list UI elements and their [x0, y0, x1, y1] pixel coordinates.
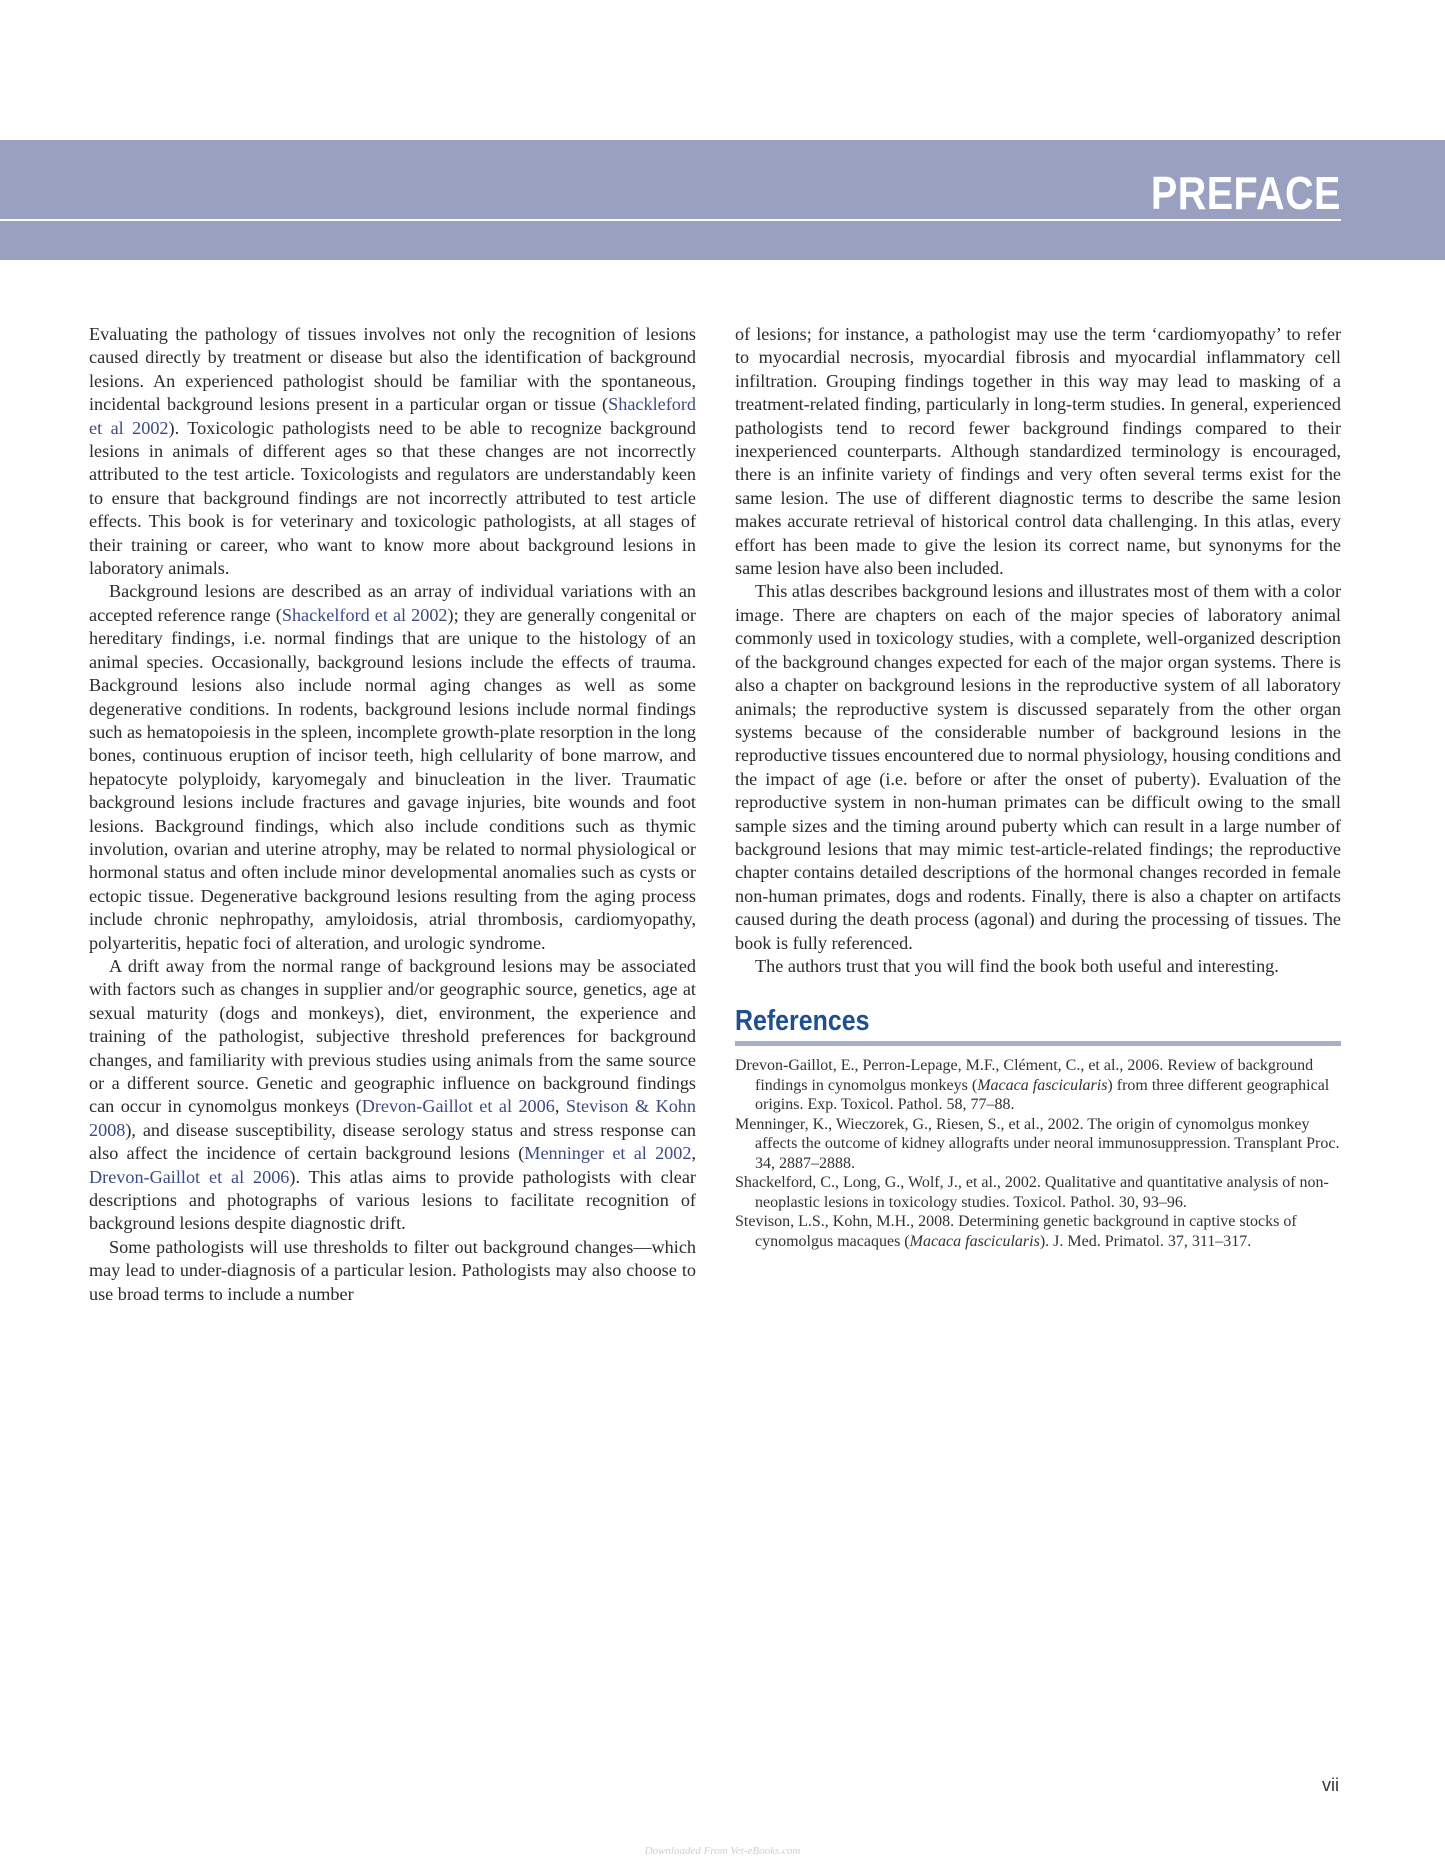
banner-rule — [0, 219, 1341, 221]
text-run: Some pathologists will use thresholds to filter out background changes—which may lead to under-diagnosis of a particular lesion. Pathologists may also choose to use broad terms to include a number — [89, 1236, 696, 1304]
reference-item — [735, 1115, 1341, 1174]
text-run: The authors trust that you will find the book both useful and interesting. — [755, 955, 1279, 976]
left-column — [89, 323, 696, 1306]
reference-item — [735, 1173, 1341, 1212]
paragraph — [89, 955, 696, 1236]
paragraph — [89, 1236, 696, 1306]
header-banner — [0, 140, 1445, 260]
right-column — [735, 323, 1341, 1251]
page-title: PREFACE — [1151, 167, 1341, 219]
text-run: ); they are generally congenital or hereditary findings, i.e. normal findings that are unique to the histology of an animal species. Occasionally, background lesions include the effects of trauma. Background lesions also include normal aging changes as well as some degenerative conditions. In rodents, background lesions include normal findings such as hematopoiesis in the spleen, incomplete growth-plate resorption in the long bones, continuous eruption of incisor teeth, high cellularity of bone marrow, and hepatocyte polyploidy, karyomegaly and binucleation in the liver. Traumatic background lesions include fractures and gavage injuries, bite wounds and foot lesions. Background findings, which also include conditions such as thymic involution, ovarian and uterine atrophy, may be related to normal physiological or hormonal status and often include minor developmental anomalies such as cysts or ectopic tissue. Degenerative background lesions resulting from the aging process include chronic nephropathy, amyloidosis, atrial thrombosis, cardiomyopathy, polyarteritis, hepatic foci of alteration, and urologic syndrome. — [89, 604, 696, 953]
references-rule — [735, 1041, 1341, 1046]
text-run: Shackelford, C., Long, G., Wolf, J., et al., 2002. Qualitative and quantitative analysis of non-neoplastic lesions in toxicology studies. Toxicol. Pathol. 30, 93–96. — [735, 1174, 1329, 1211]
citation-link[interactable]: Drevon-Gaillot et al 2006 — [89, 1166, 290, 1187]
reference-item — [735, 1056, 1341, 1115]
paragraph — [735, 955, 1341, 978]
species-name: Macaca fascicularis — [909, 1232, 1040, 1250]
text-run: Background lesions are described as an array of individual variations with an accepted reference range ( — [89, 581, 696, 625]
text-run: Evaluating the pathology of tissues involves not only the recognition of lesions caused directly by treatment or disease but also the identification of background lesions. An experienced pathologist should be familiar with the spontaneous, incidental background lesions present in a particular organ or tissue ( — [89, 324, 696, 415]
citation-link[interactable]: Stevison & Kohn 2008 — [89, 1096, 696, 1140]
text-run: , — [691, 1143, 696, 1164]
text-run: ). Toxicologic pathologists need to be able to recognize background lesions in animals of different ages so that these changes are not incorrectly attributed to the test article. Toxicologists and regulators are understandably keen to ensure that background findings are not incorrectly attributed to test article effects. This book is for veterinary and toxicologic pathologists, at all stages of their training or career, who want to know more about background lesions in laboratory animals. — [89, 417, 696, 579]
text-run: This atlas describes background lesions and illustrates most of them with a color image. There are chapters on each of the major species of laboratory animal commonly used in toxicology studies, with a complete, well-organized description of the background changes expected for each of the major organ systems. There is also a chapter on background lesions in the reproductive system of all laboratory animals; the reproductive system is discussed separately from the other organ systems because of the considerable number of background lesions in the reproductive tissues encountered due to normal physiology, housing conditions and the impact of age (i.e. before or after the onset of puberty). Evaluation of the reproductive system in non-human primates can be difficult owing to the small sample sizes and the timing around puberty which can result in a large number of background lesions that may mimic test-article-related findings; the reproductive chapter contains detailed descriptions of the hormonal changes recorded in female non-human primates, dogs and rodents. Finally, there is also a chapter on artifacts caused during the death process (agonal) and during the processing of tissues. The book is fully referenced. — [735, 581, 1341, 953]
footer-watermark: Downloaded From Vet-eBooks.com — [644, 1845, 801, 1857]
citation-link[interactable]: Menninger et al 2002 — [524, 1143, 692, 1164]
paragraph — [735, 580, 1341, 955]
paragraph — [735, 323, 1341, 580]
page-number: vii — [1322, 1775, 1339, 1795]
citation-link[interactable]: Drevon-Gaillot et al 2006 — [361, 1096, 555, 1117]
paragraph — [89, 580, 696, 955]
text-run: ) from three different geographical origins. Exp. Toxicol. Pathol. 58, 77–88. — [755, 1076, 1330, 1114]
text-run: of lesions; for instance, a pathologist may use the term ‘cardiomyopathy’ to refer to myocardial necrosis, myocardial fibrosis and myocardial inflammatory cell infiltration. Grouping findings together in this way may lead to masking of a treatment-related finding, particularly in long-term studies. In general, experienced pathologists tend to record fewer background findings compared to their inexperienced counterparts. Although standardized terminology is encouraged, there is an infinite variety of findings and very often several terms exist for the same lesion. The use of different diagnostic terms to describe the same lesion makes accurate retrieval of historical control data challenging. In this atlas, every effort has been made to give the lesion its correct name, but synonyms for the same lesion have also been included. — [735, 324, 1341, 579]
reference-list — [735, 1056, 1341, 1251]
text-run: Stevison, L.S., Kohn, M.H., 2008. Determining genetic background in captive stocks of cynomolgus macaques ( — [735, 1213, 1297, 1250]
references-heading: References — [735, 1005, 870, 1038]
text-run: , — [554, 1096, 566, 1117]
text-run: Drevon-Gaillot, E., Perron-Lepage, M.F., Clément, C., et al., 2006. Review of background findings in cynomolgus monkeys ( — [735, 1057, 1314, 1094]
text-run: ). J. Med. Primatol. 37, 311–317. — [1039, 1232, 1252, 1250]
species-name: Macaca fascicularis — [977, 1076, 1108, 1094]
citation-link[interactable]: Shackelford et al 2002 — [281, 604, 448, 625]
paragraph — [89, 323, 696, 580]
text-run: Menninger, K., Wieczorek, G., Riesen, S., et al., 2002. The origin of cynomolgus monkey affects the outcome of kidney allografts under neoral immunosuppression. Transplant Proc. 34, 2887–2888. — [735, 1115, 1340, 1172]
text-run: A drift away from the normal range of background lesions may be associated with factors such as changes in supplier and/or geographic source, genetics, age at sexual maturity (dogs and monkeys), diet, environment, the experience and training of the pathologist, subjective threshold preferences for background changes, and familiarity with previous studies using animals from the same source or a different source. Genetic and geographic influence on background findings can occur in cynomolgus monkeys ( — [89, 955, 696, 1117]
text-run: ), and disease susceptibility, disease serology status and stress response can also affect the incidence of certain background lesions ( — [89, 1119, 696, 1164]
text-run: ). This atlas aims to provide pathologists with clear descriptions and photographs of various lesions to facilitate recognition of background lesions despite diagnostic drift. — [89, 1166, 696, 1234]
citation-link[interactable]: Shackleford et al 2002 — [89, 394, 696, 438]
reference-item — [735, 1212, 1341, 1251]
